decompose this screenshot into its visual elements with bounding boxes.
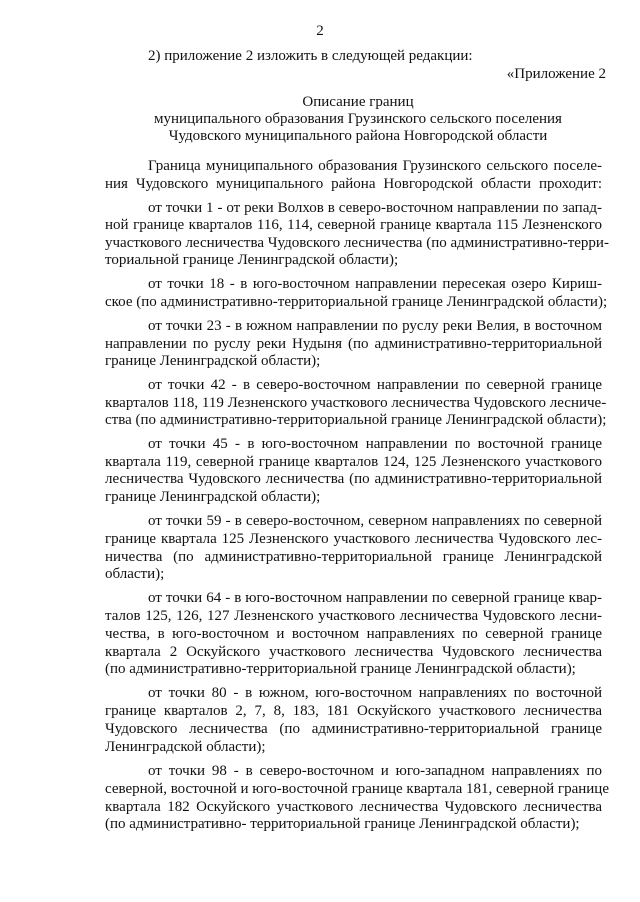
body-line: от точки 23 - в южном направлении по руслу реки Велия, в восточном bbox=[148, 318, 602, 334]
body-line: участкового лесничества Чудовского лесничества (по административно-терри- bbox=[105, 235, 609, 251]
body-line: квартала 119, северной границе кварталов 124, 125 Лезненского участкового bbox=[105, 454, 602, 470]
body-line: квартала 182 Оскуйского участкового лесничества Чудовского лесничества bbox=[105, 799, 602, 815]
body-line: ной границе кварталов 116, 114, северной границе квартала 115 Лезненского bbox=[105, 217, 602, 233]
body-line: Чудовского лесничества (по административно-территориальной границе bbox=[105, 721, 602, 737]
body-line: от точки 45 - в юго-восточном направлении по восточной границе bbox=[148, 436, 602, 452]
body-line: кварталов 118, 119 Лезненского участкового лесничества Чудовского лесниче- bbox=[105, 395, 607, 411]
body-line: ское (по административно-территориальной границе Ленинградской области); bbox=[105, 294, 608, 310]
body-line: от точки 59 - в северо-восточном, северном направлениях по северной bbox=[148, 513, 602, 529]
body-line: области); bbox=[105, 566, 165, 582]
body-line: ториальной границе Ленинградской области); bbox=[105, 252, 399, 268]
heading-line: Чудовского муниципального района Новгородской области bbox=[168, 128, 548, 144]
page-number: 2 bbox=[316, 23, 324, 39]
body-line: от точки 80 - в южном, юго-восточном направлениях по восточной bbox=[148, 685, 602, 701]
appendix-reference: «Приложение 2 bbox=[506, 66, 606, 82]
body-line: границе кварталов 2, 7, 8, 183, 181 Оскуйского участкового лесничества bbox=[105, 703, 602, 719]
body-line: границе Ленинградской области); bbox=[105, 489, 321, 505]
body-line: от точки 42 - в северо-восточном направлении по северной границе bbox=[148, 377, 602, 393]
body-line: границе Ленинградской области); bbox=[105, 353, 321, 369]
body-line: ничества (по административно-территориальной границе Ленинградской bbox=[105, 549, 602, 565]
amendment-line: 2) приложение 2 изложить в следующей редакции: bbox=[148, 48, 473, 64]
body-line: от точки 1 - от реки Волхов в северо-восточном направлении по запад- bbox=[148, 200, 602, 216]
body-line: направлении по руслу реки Нудыня (по административно-территориальной bbox=[105, 336, 602, 352]
body-line: границе квартала 125 Лезненского участкового лесничества Чудовского лес- bbox=[105, 531, 602, 547]
body-line: талов 125, 126, 127 Лезненского участкового лесничества Чудовского лесни- bbox=[105, 608, 602, 624]
body-line: чества, в юго-восточном и восточном направлениях по северной границе bbox=[105, 626, 602, 642]
body-line: ства (по административно-территориальной границе Ленинградской области); bbox=[105, 412, 607, 428]
body-line: Ленинградской области); bbox=[105, 739, 266, 755]
body-line: лесничества Чудовского лесничества (по административно-территориальной bbox=[105, 471, 602, 487]
heading-line: Описание границ bbox=[302, 94, 414, 110]
body-line: (по административно-территориальной границе Ленинградской области); bbox=[105, 661, 576, 677]
body-line: от точки 18 - в юго-восточном направлении пересекая озеро Кириш- bbox=[148, 276, 602, 292]
body-line: (по административно- территориальной границе Ленинградской области); bbox=[105, 816, 580, 832]
body-line: ния Чудовского муниципального района Новгородской области проходит: bbox=[105, 176, 602, 192]
body-line: северной, восточной и юго-восточной границе квартала 181, северной границе bbox=[105, 781, 609, 797]
body-line: от точки 64 - в юго-восточном направлении по северной границе квар- bbox=[148, 590, 602, 606]
body-line: Граница муниципального образования Грузинского сельского поселе- bbox=[148, 158, 602, 174]
body-line: квартала 2 Оскуйского участкового лесничества Чудовского лесничества bbox=[105, 644, 602, 660]
body-line: от точки 98 - в северо-восточном и юго-западном направлениях по bbox=[148, 763, 602, 779]
heading-line: муниципального образования Грузинского сельского поселения bbox=[154, 111, 562, 127]
